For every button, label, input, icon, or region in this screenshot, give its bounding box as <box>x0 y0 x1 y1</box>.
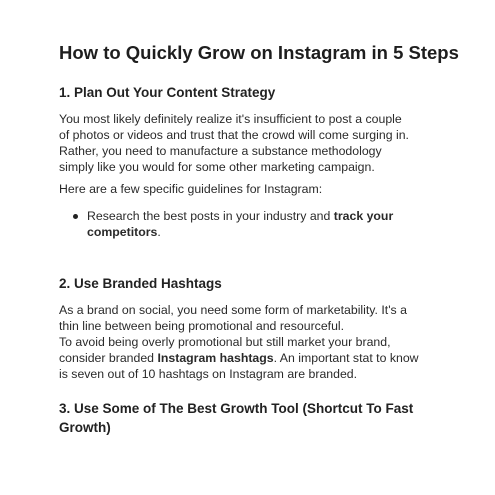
heading-line: 3. Use Some of The Best Growth Tool (Shortcut To Fast <box>59 401 414 416</box>
guidelines-intro: Here are a few specific guidelines for Instagram: <box>59 182 323 196</box>
bullet-icon <box>73 214 78 219</box>
section-heading-branded-hashtags: 2. Use Branded Hashtags <box>59 276 222 291</box>
paragraph-line: of photos or videos and trust that the crowd will come surging in. <box>59 128 409 142</box>
paragraph-line <box>59 350 419 366</box>
list-item-bold-text: track your <box>333 209 394 223</box>
paragraph-line: thin line between being promotional and resourceful. <box>59 319 345 333</box>
paragraph-line: simply like you would for some other marketing campaign. <box>59 160 375 174</box>
paragraph-line: To avoid being overly promotional but still market your brand, <box>59 335 391 349</box>
list-item-bold-text: competitors <box>87 225 158 239</box>
content-strategy-paragraph <box>59 111 409 175</box>
article-title: How to Quickly Grow on Instagram in 5 Steps <box>59 42 459 63</box>
paragraph-line: Rather, you need to manufacture a substance methodology <box>59 144 382 158</box>
list-item-text: Research the best posts in your industry and <box>87 209 334 223</box>
paragraph-line: is seven out of 10 hashtags on Instagram are branded. <box>59 367 358 381</box>
list-item-text: . <box>157 225 161 239</box>
paragraph-text: consider branded <box>59 351 158 365</box>
paragraph-text: . An important stat to know <box>273 351 419 365</box>
paragraph-bold-text: Instagram hashtags <box>157 351 274 365</box>
branded-hashtags-paragraph <box>59 302 419 382</box>
section-heading-content-strategy: 1. Plan Out Your Content Strategy <box>59 85 276 100</box>
section-heading-growth-tool <box>59 399 413 437</box>
list-item <box>59 208 467 240</box>
paragraph-line: You most likely definitely realize it's insufficient to post a couple <box>59 112 402 126</box>
paragraph-line: As a brand on social, you need some form of marketability. It's a <box>59 303 407 317</box>
heading-line: Growth) <box>59 420 111 435</box>
